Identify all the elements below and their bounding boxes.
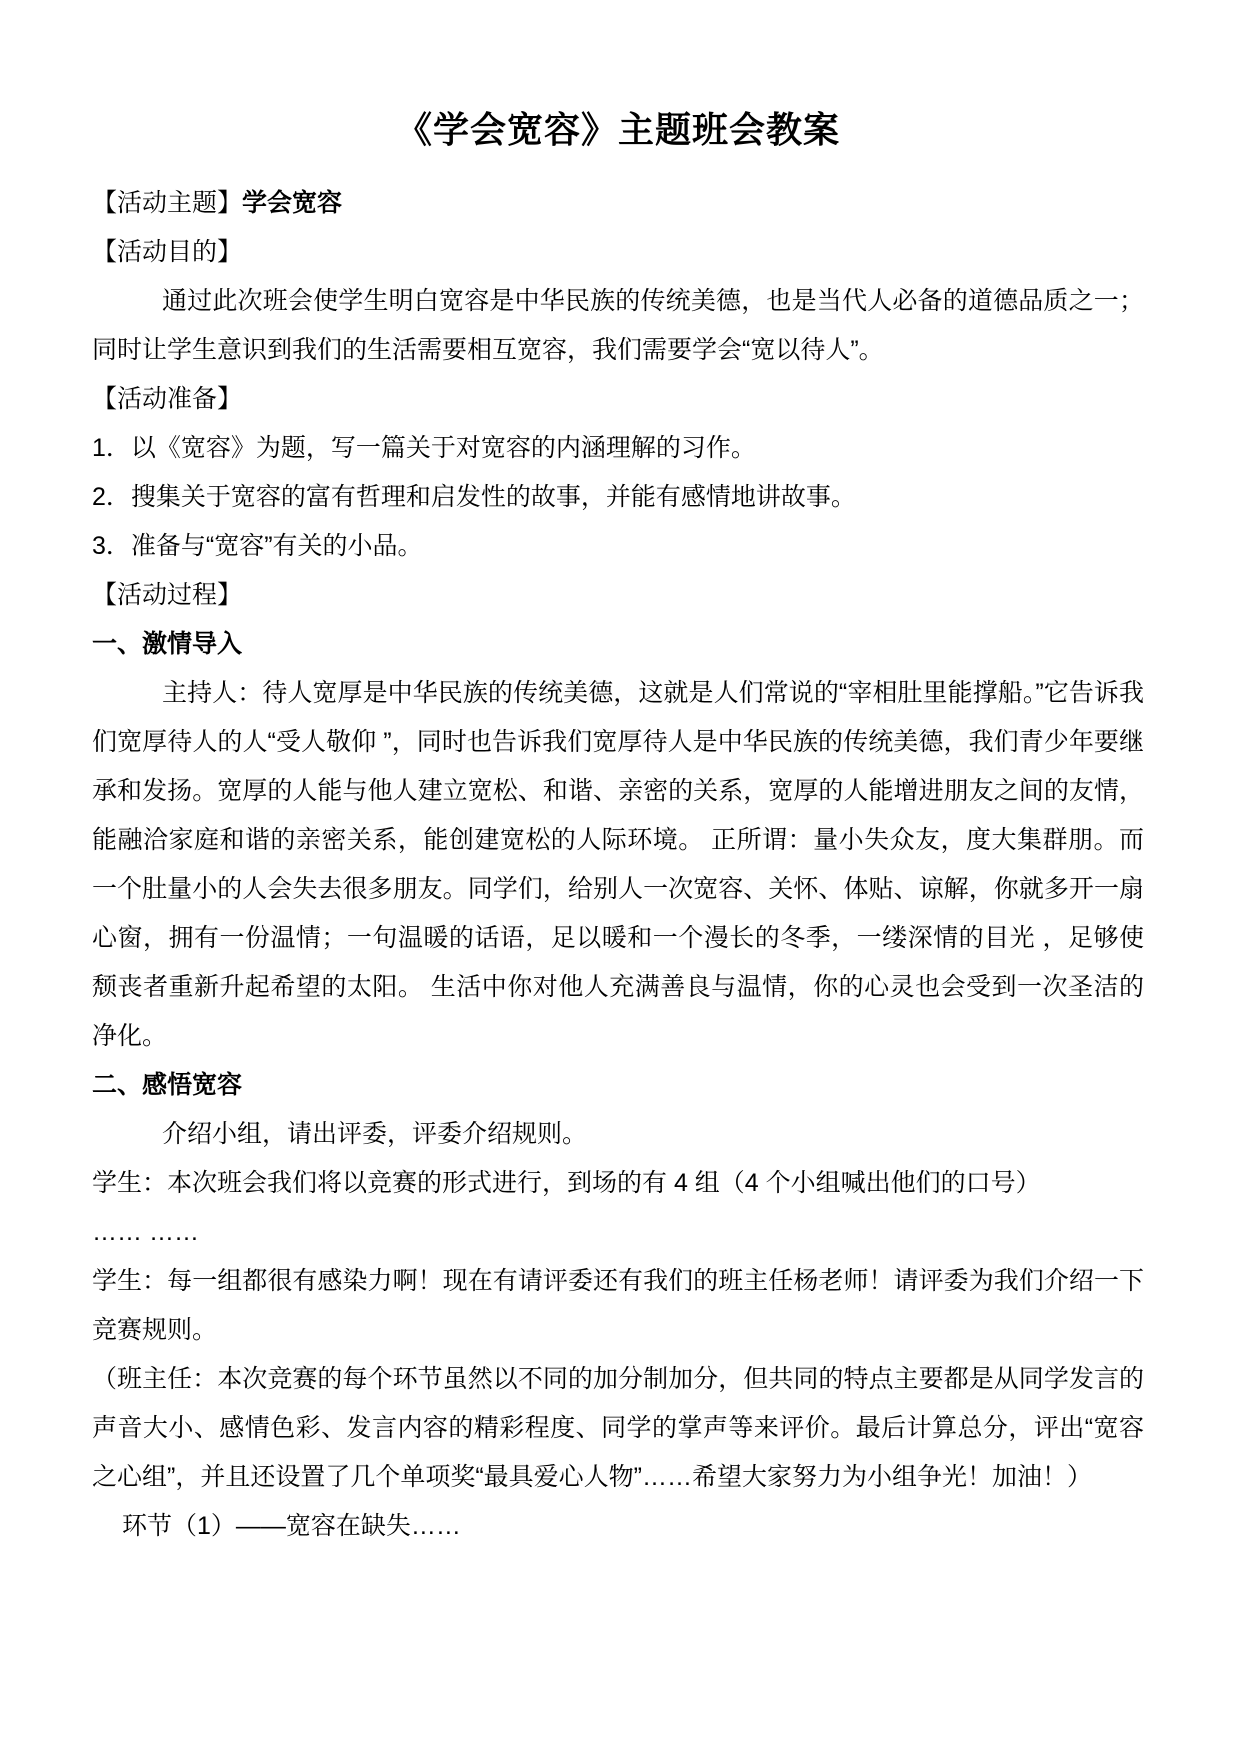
section2-ellipsis-line: …… …… <box>92 1218 199 1246</box>
activity-theme-value: 学会宽容 <box>242 189 343 217</box>
activity-purpose-header: 【活动目的】 <box>92 238 243 266</box>
section2-teacher-line: （班主任：本次竞赛的每个环节虽然以不同的加分制加分，但共同的特点主要都是从同学发言的声音大小、感情色彩、发言内容的精彩程度、同学的掌声等来评价。最后计算总分，评出“宽容之心组”，并且还设置了几个单项奖“最具爱心人物”……希望大家努力为小组争光！加油！） <box>92 1365 1144 1491</box>
section2-student-line1: 学生：本次班会我们将以竞赛的形式进行，到场的有 4 组（4 个小组喊出他们的口号） <box>92 1169 1041 1197</box>
preparation-item-3: 3．准备与“宽容”有关的小品。 <box>92 532 423 560</box>
activity-theme-label: 【活动主题】 <box>92 189 243 217</box>
section2-intro: 介绍小组，请出评委，评委介绍规则。 <box>162 1120 588 1148</box>
activity-purpose-body: 通过此次班会使学生明白宽容是中华民族的传统美德，也是当代人必备的道德品质之一；同时让学生意识到我们的生活需要相互宽容，我们需要学会“宽以待人”。 <box>92 287 1144 364</box>
page-title: 《学会宽容》主题班会教案 <box>395 109 840 150</box>
section2-student-line2: 学生：每一组都很有感染力啊！现在有请评委还有我们的班主任杨老师！请评委为我们介绍一下竞赛规则。 <box>92 1267 1144 1344</box>
section2-heading: 二、感悟宽容 <box>92 1071 243 1099</box>
activity-process-header: 【活动过程】 <box>92 581 243 609</box>
section1-host-paragraph: 主持人：待人宽厚是中华民族的传统美德，这就是人们常说的“宰相肚里能撑船。”它告诉我们宽厚待人的人“受人敬仰 ”，同时也告诉我们宽厚待人是中华民族的传统美德，我们青少年要继承和发扬。宽厚的人能与他人建立宽松、和谐、亲密的关系，宽厚的人能增进朋友之间的友情，能融洽家庭和谐的亲密关系，能创建宽松的人际环境。 正所谓：量小失众友，度大集群朋。而一个肚量小的人会失去很多朋友。同学们，给别人一次宽容、关怀、体贴、谅解，你就多开一扇心窗，拥有一份温情；一句温暖的话语，足以暖和一个漫长的冬季，一缕深情的目光 ，足够使颓丧者重新升起希望的太阳。 生活中你对他人充满善良与温情，你的心灵也会受到一次圣洁的净化。 <box>92 679 1144 1050</box>
section1-heading: 一、激情导入 <box>92 630 243 658</box>
activity-preparation-header: 【活动准备】 <box>92 385 243 413</box>
section2-stage-line: 环节（1）——宽容在缺失…… <box>122 1512 461 1540</box>
preparation-item-1: 1．以《宽容》为题，写一篇关于对宽容的内涵理解的习作。 <box>92 434 756 462</box>
activity-theme-line <box>92 179 1144 228</box>
preparation-item-2: 2．搜集关于宽容的富有哲理和启发性的故事，并能有感情地讲故事。 <box>92 483 856 511</box>
